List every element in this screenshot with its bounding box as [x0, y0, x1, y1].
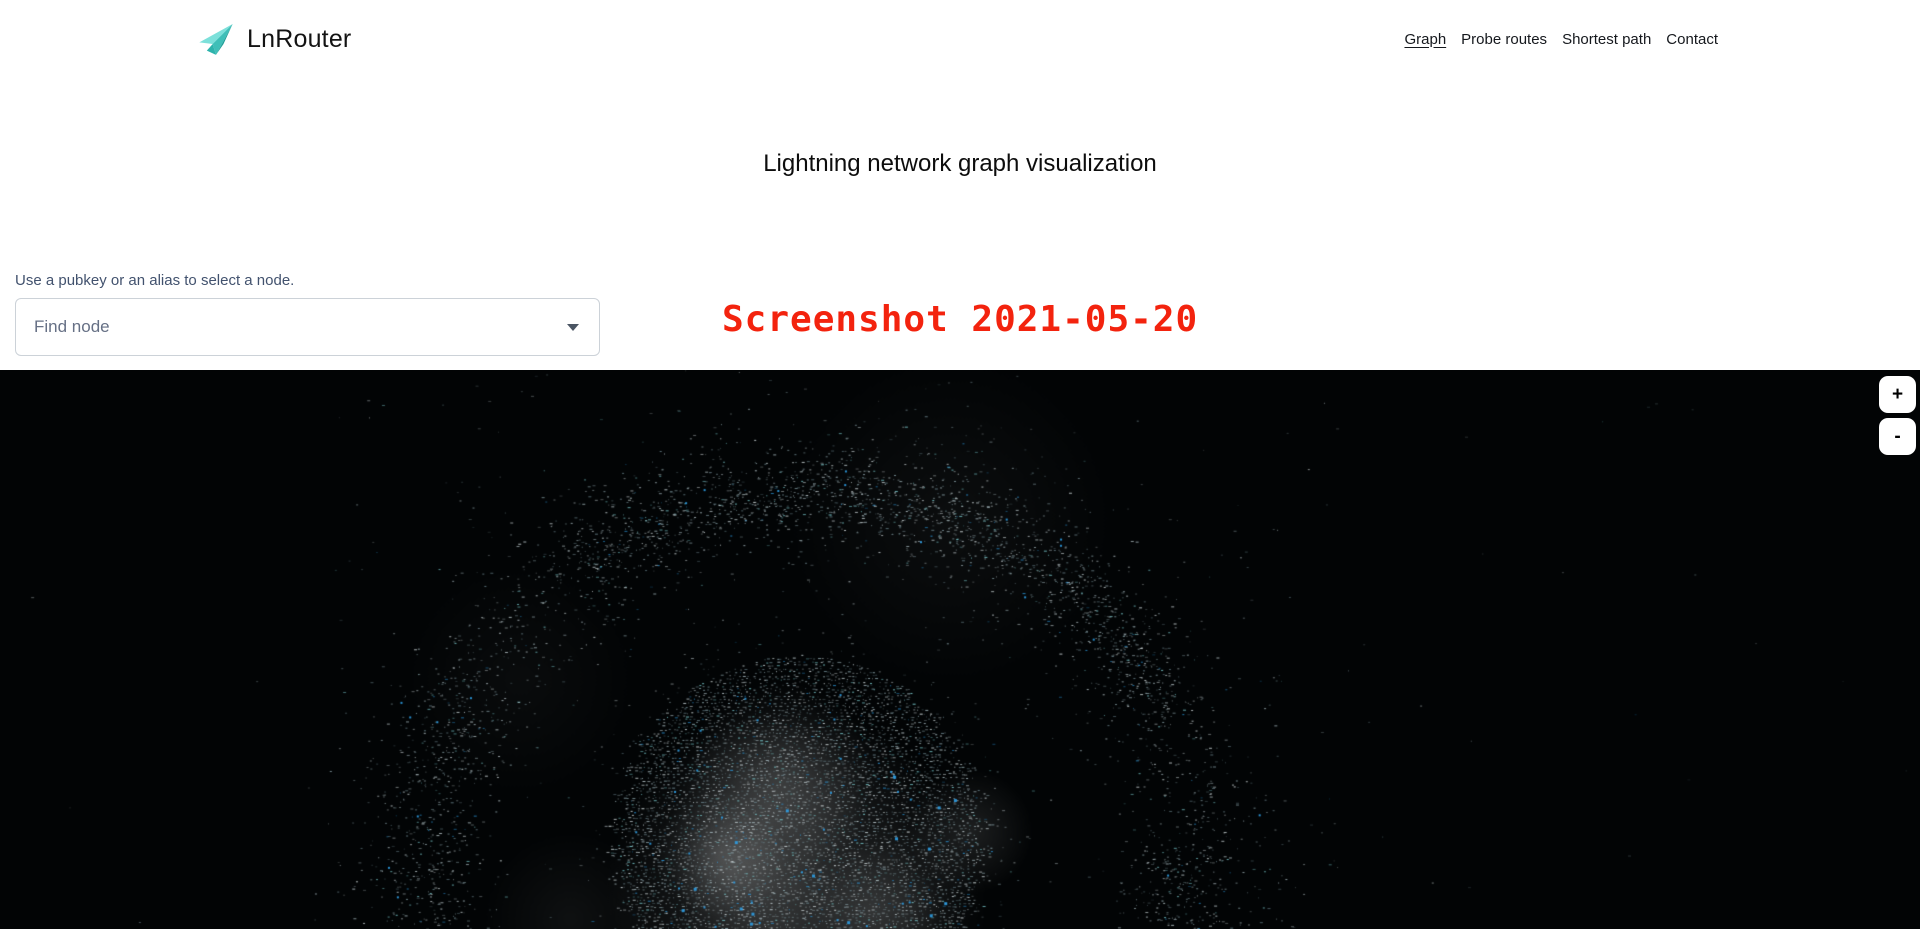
- find-node-select[interactable]: [15, 298, 600, 356]
- header: [0, 0, 1920, 78]
- brand-logo[interactable]: [196, 17, 351, 61]
- chevron-down-icon: [567, 324, 579, 331]
- zoom-controls: [1879, 376, 1916, 455]
- find-node-placeholder: Find node: [34, 317, 110, 336]
- paper-plane-icon: [196, 17, 236, 61]
- zoom-out-button[interactable]: -: [1879, 418, 1916, 455]
- nav-link-graph[interactable]: Graph: [1404, 30, 1447, 48]
- nav-link-contact[interactable]: Contact: [1666, 30, 1718, 48]
- graph-area: [0, 370, 1920, 929]
- nav-link-probe-routes[interactable]: Probe routes: [1461, 30, 1548, 48]
- zoom-in-button[interactable]: +: [1879, 376, 1916, 413]
- brand-name: LnRouter: [247, 24, 352, 53]
- page-title: Lightning network graph visualization: [763, 150, 1157, 177]
- graph-canvas[interactable]: [0, 370, 1920, 929]
- screenshot-date-watermark: Screenshot 2021-05-20: [722, 299, 1199, 340]
- node-select-label: Use a pubkey or an alias to select a node.: [15, 272, 295, 289]
- nav-link-shortest-path[interactable]: Shortest path: [1562, 30, 1652, 48]
- main-nav: [1404, 31, 1718, 48]
- node-select-section: [0, 272, 1920, 356]
